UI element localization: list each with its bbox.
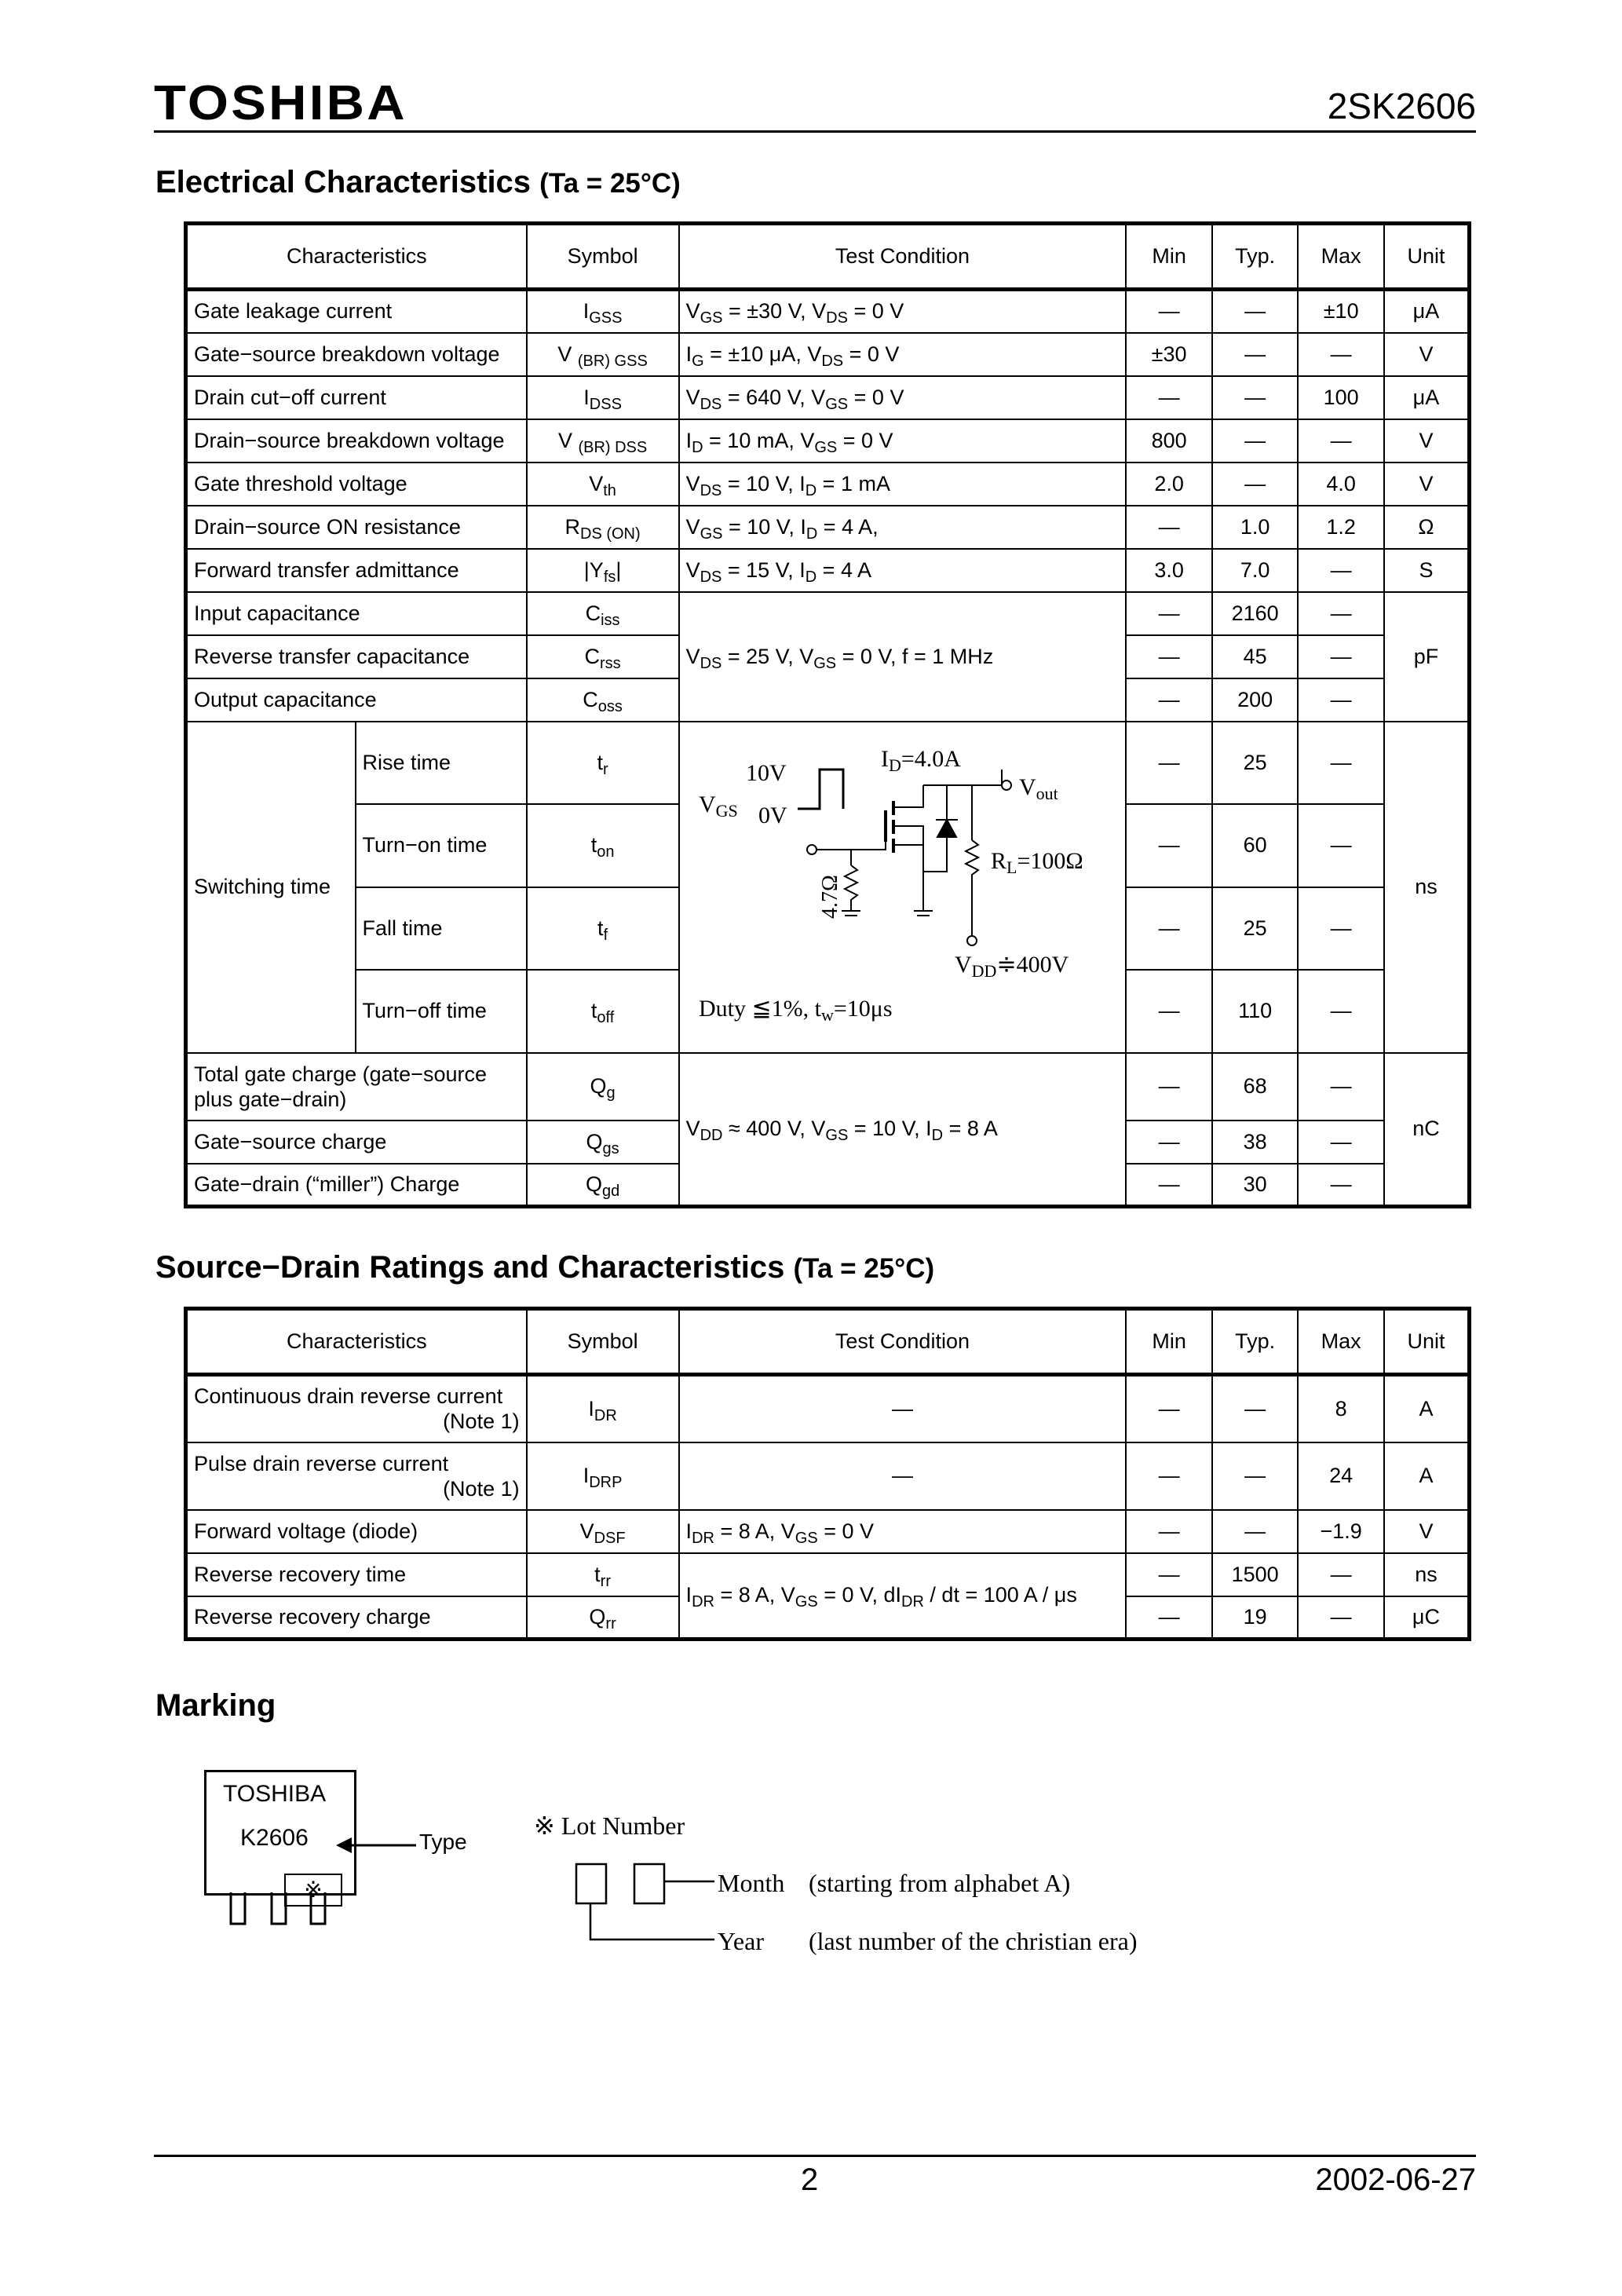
sym-igss: $I_{GSS}$	[527, 290, 679, 333]
typ-qrr: 19	[1212, 1596, 1299, 1640]
header-rule	[154, 130, 1476, 133]
package-leads-and-arrow	[196, 1767, 448, 1979]
col-symbol: Symbol	[527, 224, 679, 290]
typ-coss: 200	[1212, 678, 1299, 722]
min-tf: —	[1126, 887, 1212, 971]
cond-vbrgss: $I_G = \pm 10$ μA, $V_{DS} = 0$ V	[679, 333, 1127, 376]
max-igss: ±10	[1298, 290, 1384, 333]
table-header-row	[186, 1309, 1470, 1375]
min-vbrdss: 800	[1126, 419, 1212, 462]
max-qgs: —	[1298, 1121, 1384, 1164]
max-toff: —	[1298, 970, 1384, 1053]
max-trr: —	[1298, 1553, 1384, 1596]
footer-rule	[154, 2155, 1476, 2157]
char-qrr: Reverse recovery charge	[186, 1596, 527, 1640]
cond-vbrdss: $I_D = 10$ mA, $V_{GS} = 0$ V	[679, 419, 1127, 462]
typ-crss: 45	[1212, 635, 1299, 678]
typ-idss: —	[1212, 376, 1299, 419]
cond-idss: $V_{DS} = 640$ V, $V_{GS} = 0$ V	[679, 376, 1127, 419]
sym-tr: $t_r$	[527, 722, 679, 805]
sym-coss: $C_{oss}$	[527, 678, 679, 722]
min-ton: —	[1126, 804, 1212, 887]
sym-qgd: $Q_{gd}$	[527, 1164, 679, 1207]
sym-vth: $V_{th}$	[527, 462, 679, 506]
unit-switching: ns	[1384, 722, 1470, 1053]
min-ciss: —	[1126, 592, 1212, 635]
col-max: Max	[1298, 224, 1384, 290]
char-vdsf: Forward voltage (diode)	[186, 1510, 527, 1553]
col-test-condition: Test Condition	[679, 224, 1127, 290]
cond-vdsf: $I_{DR} = 8$ A, $V_{GS} = 0$ V	[679, 1510, 1127, 1553]
char-ciss: Input capacitance	[186, 592, 527, 635]
table-row	[186, 1053, 1470, 1121]
table-row	[186, 1375, 1470, 1442]
table-row	[186, 1510, 1470, 1553]
table-row	[186, 419, 1470, 462]
sym-yfs: $|Y_{fs}|$	[527, 549, 679, 592]
cond-vth: $V_{DS} = 10$ V, $I_D = 1$ mA	[679, 462, 1127, 506]
max-qrr: —	[1298, 1596, 1384, 1640]
sym-qgs: $Q_{gs}$	[527, 1121, 679, 1164]
circuit-vout: $V_{out}$	[1018, 773, 1058, 803]
col-unit: Unit	[1384, 224, 1470, 290]
unit-idrp: A	[1384, 1442, 1470, 1510]
min-vdsf: —	[1126, 1510, 1212, 1553]
max-tr: —	[1298, 722, 1384, 805]
circuit-vgs: $V_{GS}$	[698, 791, 738, 821]
max-vth: 4.0	[1298, 462, 1384, 506]
part-number: 2SK2606	[1327, 86, 1476, 126]
unit-qrr: μC	[1384, 1596, 1470, 1640]
char-trr: Reverse recovery time	[186, 1553, 527, 1596]
typ-tr: 25	[1212, 722, 1299, 805]
cond-igss: $V_{GS} = \pm 30$ V, $V_{DS} = 0$ V	[679, 290, 1127, 333]
min-igss: —	[1126, 290, 1212, 333]
typ-vdsf: —	[1212, 1510, 1299, 1553]
electrical-table	[184, 221, 1471, 1208]
switching-circuit-cell	[679, 722, 1127, 1053]
table-row	[186, 506, 1470, 549]
typ-vth: —	[1212, 462, 1299, 506]
typ-yfs: 7.0	[1212, 549, 1299, 592]
typ-ciss: 2160	[1212, 592, 1299, 635]
circuit-rl: $R_L=100\Omega$	[990, 847, 1083, 877]
electrical-title: Electrical Characteristics	[155, 165, 532, 199]
table-row	[186, 333, 1470, 376]
table-row	[186, 592, 1470, 635]
col-typ: Typ.	[1212, 224, 1299, 290]
package-brand: TOSHIBA	[223, 1781, 327, 1807]
max-crss: —	[1298, 635, 1384, 678]
char-rds: Drain−source ON resistance	[186, 506, 527, 549]
min-vth: 2.0	[1126, 462, 1212, 506]
min-rds: —	[1126, 506, 1212, 549]
col-characteristics: Characteristics	[186, 224, 527, 290]
table-row	[186, 722, 1470, 805]
page-number: 2	[801, 2163, 819, 2197]
circuit-id: $I_D=4.0A$	[880, 745, 961, 775]
unit-rds: Ω	[1384, 506, 1470, 549]
max-rds: 1.2	[1298, 506, 1384, 549]
lot-code-diagram	[573, 1859, 722, 1961]
min-crss: —	[1126, 635, 1212, 678]
typ-ton: 60	[1212, 804, 1299, 887]
min-idss: —	[1126, 376, 1212, 419]
source-drain-title: Source−Drain Ratings and Characteristics	[155, 1250, 785, 1285]
sym-vdsf: $V_{DSF}$	[527, 1510, 679, 1553]
table-row	[186, 290, 1470, 333]
cond-rds: $V_{GS} = 10$ V, $I_D = 4$ A,	[679, 506, 1127, 549]
unit-vdsf: V	[1384, 1510, 1470, 1553]
col-min: Min	[1126, 1309, 1212, 1375]
unit-igss: μA	[1384, 290, 1470, 333]
sym-idss: $I_{DSS}$	[527, 376, 679, 419]
min-yfs: 3.0	[1126, 549, 1212, 592]
min-qgd: —	[1126, 1164, 1212, 1207]
char-tr: Rise time	[356, 722, 527, 805]
switching-test-circuit	[680, 722, 1125, 1052]
char-idss: Drain cut−off current	[186, 376, 527, 419]
type-label: Type	[419, 1830, 467, 1854]
revision-date: 2002-06-27	[1315, 2163, 1476, 2197]
package-part: K2606	[240, 1825, 309, 1851]
cond-gate-charge: $V_{DD} \approx 400$ V, $V_{GS} = 10$ V, $I_D = 8$ A	[679, 1053, 1127, 1207]
month-desc: (starting from alphabet A)	[809, 1869, 1071, 1897]
unit-gate-charge: nC	[1384, 1053, 1470, 1207]
typ-qgd: 30	[1212, 1164, 1299, 1207]
typ-tf: 25	[1212, 887, 1299, 971]
month-label: Month	[718, 1869, 785, 1897]
col-test-condition: Test Condition	[679, 1309, 1127, 1375]
col-min: Min	[1126, 224, 1212, 290]
cond-capacitance: $V_{DS} = 25$ V, $V_{GS} = 0$ V, f = 1 MHz	[679, 592, 1127, 722]
source-drain-table	[184, 1307, 1471, 1641]
char-idrp: Pulse drain reverse current (Note 1)	[186, 1442, 527, 1510]
min-qrr: —	[1126, 1596, 1212, 1640]
marking-title: Marking	[155, 1688, 276, 1723]
col-typ: Typ.	[1212, 1309, 1299, 1375]
max-idr: 8	[1298, 1375, 1384, 1442]
unit-capacitance: pF	[1384, 592, 1470, 722]
col-unit: Unit	[1384, 1309, 1470, 1375]
cond-yfs: $V_{DS} = 15$ V, $I_D = 4$ A	[679, 549, 1127, 592]
table-row	[186, 462, 1470, 506]
char-coss: Output capacitance	[186, 678, 527, 722]
char-qg: Total gate charge (gate−source plus gate−drain)	[186, 1053, 527, 1121]
sym-ciss: $C_{iss}$	[527, 592, 679, 635]
typ-trr: 1500	[1212, 1553, 1299, 1596]
min-idr: —	[1126, 1375, 1212, 1442]
char-switching: Switching time	[186, 722, 356, 1053]
sym-qrr: $Q_{rr}$	[527, 1596, 679, 1640]
typ-vbrgss: —	[1212, 333, 1299, 376]
table-header-row	[186, 224, 1470, 290]
typ-vbrdss: —	[1212, 419, 1299, 462]
table-row	[186, 549, 1470, 592]
char-qgd: Gate−drain (“miller”) Charge	[186, 1164, 527, 1207]
lot-symbol-box: ※	[284, 1874, 342, 1907]
typ-idrp: —	[1212, 1442, 1299, 1510]
circuit-rg: 4.7Ω	[817, 874, 842, 919]
unit-idr: A	[1384, 1375, 1470, 1442]
brand-logo: TOSHIBA	[154, 76, 407, 130]
sym-trr: $t_{rr}$	[527, 1553, 679, 1596]
min-vbrgss: ±30	[1126, 333, 1212, 376]
min-toff: —	[1126, 970, 1212, 1053]
typ-toff: 110	[1212, 970, 1299, 1053]
cond-idr: —	[679, 1375, 1127, 1442]
source-drain-condition: (Ta = 25°C)	[793, 1253, 935, 1284]
typ-rds: 1.0	[1212, 506, 1299, 549]
lot-number-title: ※ Lot Number	[534, 1812, 685, 1840]
char-toff: Turn−off time	[356, 970, 527, 1053]
unit-idss: μA	[1384, 376, 1470, 419]
unit-vbrgss: V	[1384, 333, 1470, 376]
sym-tf: $t_f$	[527, 887, 679, 971]
unit-vbrdss: V	[1384, 419, 1470, 462]
max-coss: —	[1298, 678, 1384, 722]
sym-vbrgss: V $_{(BR) GSS}$	[527, 333, 679, 376]
source-drain-section-title	[155, 1250, 934, 1285]
cond-idrp: —	[679, 1442, 1127, 1510]
char-qgs: Gate−source charge	[186, 1121, 527, 1164]
max-idss: 100	[1298, 376, 1384, 419]
unit-vth: V	[1384, 462, 1470, 506]
max-qgd: —	[1298, 1164, 1384, 1207]
max-vdsf: −1.9	[1298, 1510, 1384, 1553]
circuit-10v: 10V	[745, 759, 787, 786]
min-trr: —	[1126, 1553, 1212, 1596]
sym-ton: $t_{on}$	[527, 804, 679, 887]
max-qg: —	[1298, 1053, 1384, 1121]
sym-idrp: $I_{DRP}$	[527, 1442, 679, 1510]
max-vbrgss: —	[1298, 333, 1384, 376]
max-idrp: 24	[1298, 1442, 1384, 1510]
circuit-vdd: $V_{DD}≑400V$	[954, 951, 1069, 981]
min-coss: —	[1126, 678, 1212, 722]
max-vbrdss: —	[1298, 419, 1384, 462]
circuit-duty: Duty ≦1%, $t_w=10\mu s$	[698, 995, 893, 1025]
typ-idr: —	[1212, 1375, 1299, 1442]
char-vth: Gate threshold voltage	[186, 462, 527, 506]
max-yfs: —	[1298, 549, 1384, 592]
sym-idr: $I_{DR}$	[527, 1375, 679, 1442]
table-row	[186, 1442, 1470, 1510]
max-ciss: —	[1298, 592, 1384, 635]
char-idr: Continuous drain reverse current (Note 1)	[186, 1375, 527, 1442]
typ-qgs: 38	[1212, 1121, 1299, 1164]
electrical-section-title	[155, 165, 681, 200]
char-vbrgss: Gate−source breakdown voltage	[186, 333, 527, 376]
year-desc: (last number of the christian era)	[809, 1927, 1138, 1955]
min-tr: —	[1126, 722, 1212, 805]
sym-crss: $C_{rss}$	[527, 635, 679, 678]
min-qgs: —	[1126, 1121, 1212, 1164]
char-tf: Fall time	[356, 887, 527, 971]
char-igss: Gate leakage current	[186, 290, 527, 333]
char-vbrdss: Drain−source breakdown voltage	[186, 419, 527, 462]
typ-qg: 68	[1212, 1053, 1299, 1121]
min-idrp: —	[1126, 1442, 1212, 1510]
char-crss: Reverse transfer capacitance	[186, 635, 527, 678]
table-row	[186, 1553, 1470, 1596]
min-qg: —	[1126, 1053, 1212, 1121]
table-row	[186, 376, 1470, 419]
sym-toff: $t_{off}$	[527, 970, 679, 1053]
char-yfs: Forward transfer admittance	[186, 549, 527, 592]
unit-trr: ns	[1384, 1553, 1470, 1596]
col-symbol: Symbol	[527, 1309, 679, 1375]
sym-rds: $R_{DS (ON)}$	[527, 506, 679, 549]
year-label: Year	[718, 1927, 764, 1955]
col-max: Max	[1298, 1309, 1384, 1375]
circuit-0v: 0V	[758, 802, 787, 828]
col-characteristics: Characteristics	[186, 1309, 527, 1375]
unit-yfs: S	[1384, 549, 1470, 592]
typ-igss: —	[1212, 290, 1299, 333]
char-ton: Turn−on time	[356, 804, 527, 887]
sym-vbrdss: V $_{(BR) DSS}$	[527, 419, 679, 462]
cond-recovery: $I_{DR} = 8$ A, $V_{GS} = 0$ V, $dI_{DR}$ / dt = 100 A / μs	[679, 1553, 1127, 1640]
electrical-condition: (Ta = 25°C)	[539, 168, 681, 199]
sym-qg: $Q_g$	[527, 1053, 679, 1121]
max-ton: —	[1298, 804, 1384, 887]
max-tf: —	[1298, 887, 1384, 971]
